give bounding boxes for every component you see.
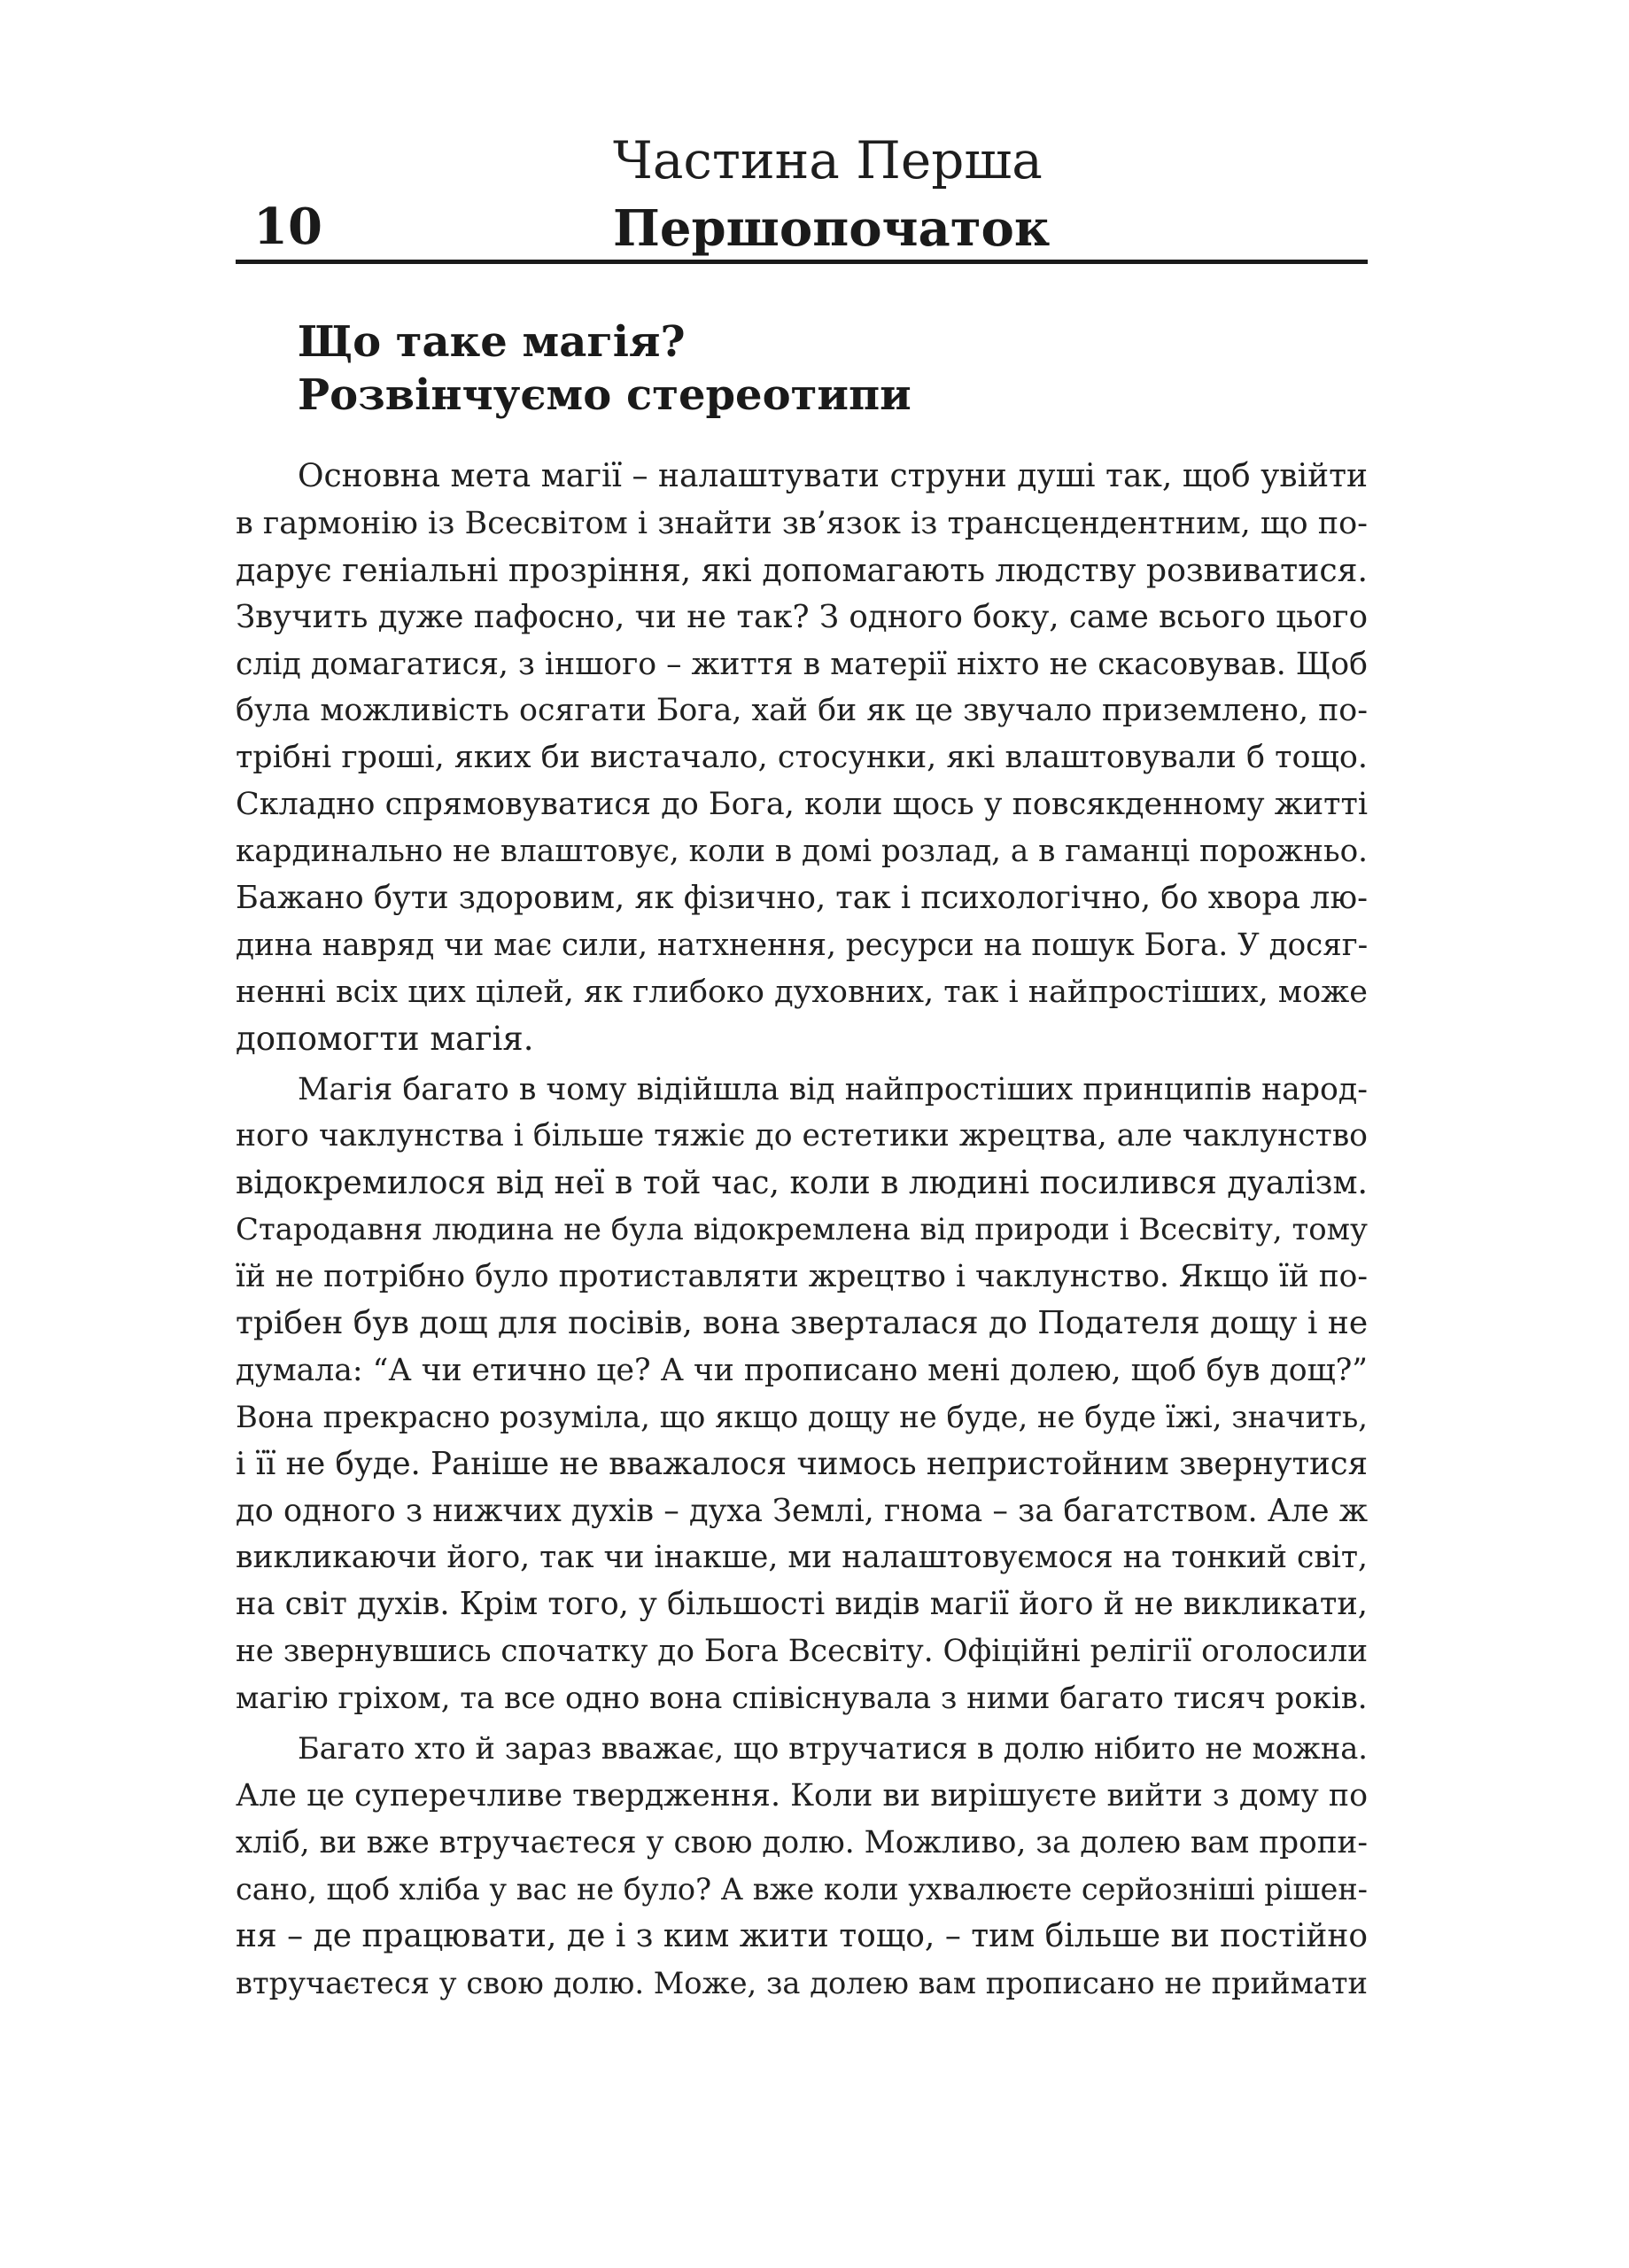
text-line: допомогти магія. (236, 1019, 534, 1058)
text-line: думала: “А чи етично це? А чи прописано мені долею, щоб був дощ?” (236, 1352, 1368, 1388)
header-rule (236, 260, 1368, 264)
text-line: до одного з нижчих духів – духа Землі, гнома – за багатством. Але ж (236, 1492, 1368, 1529)
section-heading-line-2: Розвінчуємо стереотипи (298, 370, 911, 420)
text-line: трібні гроші, яких би вистачало, стосунки, які влаштовували б тощо. (236, 740, 1368, 776)
section-heading-line-1: Що таке магія? (298, 317, 686, 367)
text-line: дарує геніальні прозріння, які допомагають людству розвиватися. (236, 550, 1368, 589)
text-line: ного чаклунства і більше тяжіє до естетики жрецтва, але чаклунство (236, 1118, 1368, 1154)
text-line: була можливість осягати Бога, хай би як це звучало приземлено, по- (236, 693, 1368, 729)
text-line: на світ духів. Крім того, у більшості видів магії його й не викликати, (236, 1586, 1368, 1623)
text-line: магію гріхом, та все одно вона співіснувала з ними багато тисяч років. (236, 1681, 1368, 1716)
text-line: Магія багато в чому відійшла від найпростіших принципів народ- (298, 1071, 1368, 1107)
text-line: трібен був дощ для посівів, вона зверталася до Подателя дощу і не (236, 1305, 1369, 1342)
paragraph-1 (236, 454, 1368, 1063)
part-label: Частина Перша (613, 130, 1043, 190)
text-line: Але це суперечливе твердження. Коли ви вирішуєте вийти з дому по (236, 1777, 1368, 1814)
text-line: Складно спрямовуватися до Бога, коли щось у повсякденному житті (236, 787, 1368, 823)
text-line: Багато хто й зараз вважає, що втручатися в долю нібито не можна. (298, 1731, 1368, 1767)
text-line: Звучить дуже пафосно, чи не так? З одного боку, саме всього цього (236, 598, 1368, 635)
text-line: кардинально не влаштовує, коли в домі розлад, а в гаманці порожньо. (236, 834, 1368, 870)
text-line: Бажано бути здоровим, як фізично, так і психологічно, бо хвора лю- (236, 880, 1368, 917)
text-line: Основна мета магії – налаштувати струни душі так, щоб увійти (298, 458, 1368, 494)
text-line: слід домагатися, з іншого – життя в матерії ніхто не скасовував. Щоб (236, 646, 1368, 682)
text-line: і її не буде. Раніше не вважалося чимось непристойним звернутися (236, 1445, 1368, 1482)
text-line: втручаєтеся у свою долю. Може, за долею вам прописано не приймати (236, 1965, 1368, 2000)
paragraph-3 (236, 1726, 1368, 2007)
text-line: ня – де працювати, де і з ким жити тощо, – тим більше ви постійно (236, 1917, 1368, 1954)
body-text (236, 454, 1368, 2007)
text-line: ненні всіх цих цілей, як глибоко духовних, так і найпростіших, може (236, 974, 1368, 1010)
text-line: Вона прекрасно розуміла, що якщо дощу не буде, не буде їжі, значить, (236, 1399, 1368, 1434)
paragraph-2 (236, 1067, 1368, 1722)
part-title: Першопочаток (613, 199, 1051, 258)
text-line: відокремилося від неї в той час, коли в людині посилився дуалізм. (236, 1164, 1368, 1202)
running-header (236, 130, 1368, 266)
text-line: хліб, ви вже втручаєтеся у свою долю. Можливо, за долею вам пропи- (236, 1824, 1368, 1860)
text-line: в гармонію із Всесвітом і знайти зв’язок із трансцендентним, що по- (236, 504, 1368, 541)
text-line: їй не потрібно було протиставляти жрецтво і чаклунство. Якщо їй по- (236, 1259, 1368, 1295)
section-heading (298, 315, 1316, 422)
text-line: сано, щоб хліба у вас не було? А вже коли ухвалюєте серйозніші рішен- (236, 1871, 1368, 1907)
text-line: не звернувшись спочатку до Бога Всесвіту. Офіційні релігії оголосили (236, 1634, 1368, 1670)
text-line: дина навряд чи має сили, натхнення, ресурси на пошук Бога. У досяг- (236, 927, 1369, 963)
text-line: викликаючи його, так чи інакше, ми налаштовуємося на тонкий світ, (236, 1540, 1369, 1576)
text-line: Стародавня людина не була відокремлена від природи і Всесвіту, тому (236, 1212, 1368, 1247)
page-number: 10 (253, 198, 322, 256)
